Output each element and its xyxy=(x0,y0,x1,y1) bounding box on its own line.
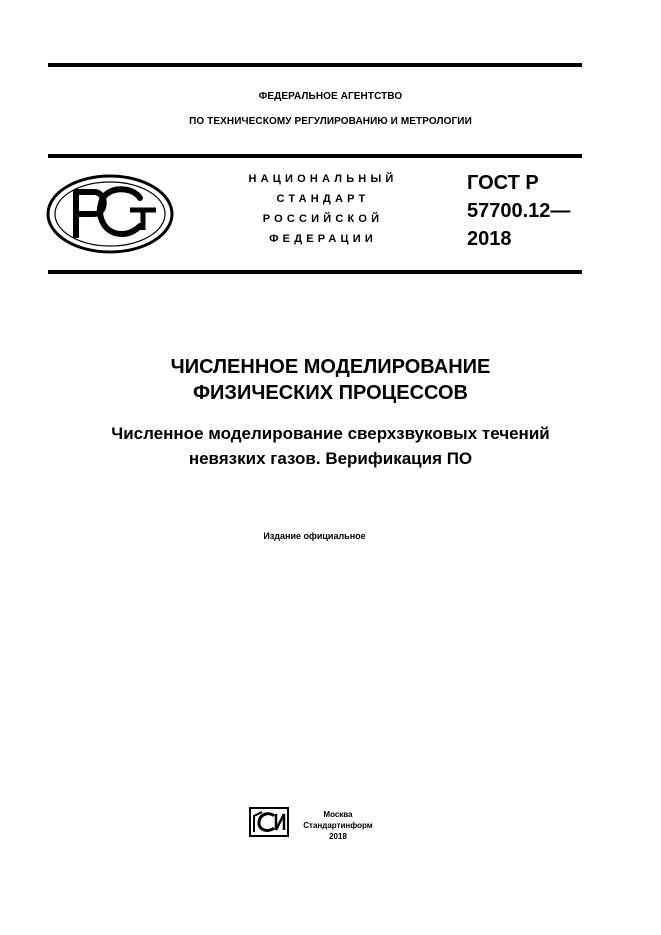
designation-line-3: 2018 xyxy=(467,228,512,250)
standard-line-4: ФЕДЕРАЦИИ xyxy=(269,233,377,245)
standard-line-2: СТАНДАРТ xyxy=(276,193,370,205)
standard-line-1: НАЦИОНАЛЬНЫЙ xyxy=(248,173,398,185)
standartinform-logo-icon xyxy=(248,806,290,843)
designation-line-2: 57700.12— xyxy=(467,200,571,222)
header-rule xyxy=(48,154,582,158)
agency-line-2: ПО ТЕХНИЧЕСКОМУ РЕГУЛИРОВАНИЮ И МЕТРОЛОГИИ xyxy=(189,116,472,127)
rst-logo-icon xyxy=(44,172,176,261)
title-line-1: ЧИСЛЕННОЕ МОДЕЛИРОВАНИЕ xyxy=(170,356,491,378)
publisher-year: 2018 xyxy=(329,832,347,841)
subtitle-line-2: невязких газов. Верификация ПО xyxy=(188,449,473,468)
title-rule xyxy=(48,270,582,274)
agency-line-1: ФЕДЕРАЛЬНОЕ АГЕНТСТВО xyxy=(258,91,403,102)
title-line-2: ФИЗИЧЕСКИХ ПРОЦЕССОВ xyxy=(192,382,468,404)
publisher-city: Москва xyxy=(323,810,353,819)
publisher-name: Стандартинформ xyxy=(303,821,373,830)
top-rule xyxy=(48,63,582,67)
standard-line-3: РОССИЙСКОЙ xyxy=(262,213,384,225)
designation-line-1: ГОСТ Р xyxy=(467,172,539,194)
edition-label: Издание официальное xyxy=(263,531,366,541)
subtitle-line-1: Численное моделирование сверхзвуковых течений xyxy=(111,424,550,443)
